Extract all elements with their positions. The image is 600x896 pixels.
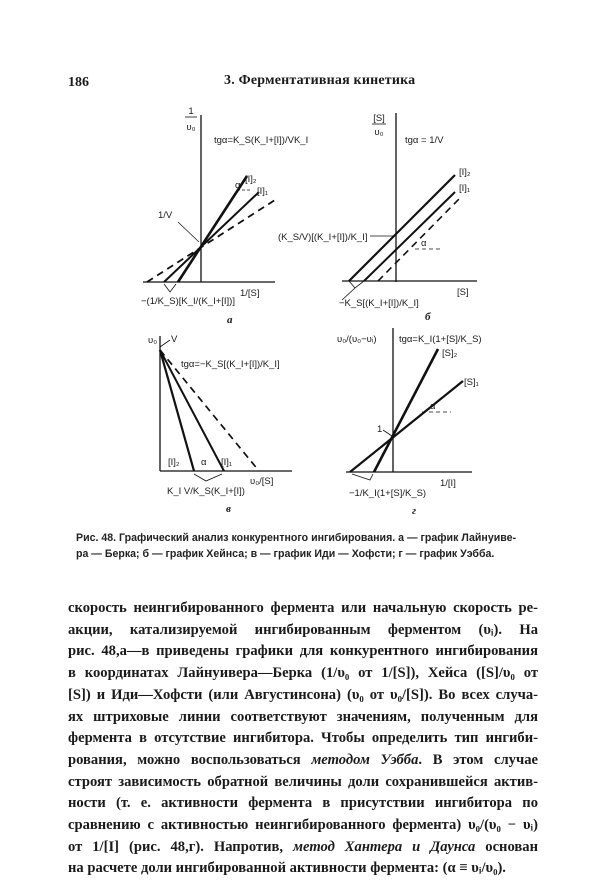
panel-d-y-intercept: 1 (377, 424, 383, 435)
panel-a-slope-formula: tgα=K_S(K_I+[I])/VK_I (214, 135, 309, 146)
panel-a-line-i2 (178, 176, 247, 282)
text-line: ности (т. е. активности фермента в присутствии ингибитора по (68, 795, 538, 812)
text-line: [S]) и Иди—Хофсти (или Августинсона) (υ₀ от υ₀/[S]). Во всех случа- (68, 686, 538, 703)
text-line: в координатах Лайнуивера—Берка (1/υ₀ от 1/[S]), Хейса ([S]/υ₀ от (68, 665, 538, 682)
panel-b-line-i2 (349, 175, 455, 281)
italic-term: метод Хантера и Даунса (293, 838, 476, 855)
caption-line: ра — Берка; б — график Хейнса; в — график Иди — Хофсти; г — график Уэбба. (76, 548, 495, 560)
panel-a-label-i2: [I]₂ (245, 174, 257, 185)
panel-d-line-s1 (350, 381, 463, 472)
panel-c-y-axis-label: υ₀ (148, 335, 158, 346)
panel-a-lineweaver-burk (141, 106, 308, 326)
panel-b-slope-formula: tgα = 1/V (405, 135, 444, 146)
panel-b-alpha: α (421, 238, 427, 249)
panel-a-x-intercept: −(1/K_S)[K_I/(K_I+[I])] (141, 296, 235, 307)
panel-c-alpha: α (201, 457, 207, 468)
panel-d-slope-formula: tgα=K_I(1+[S]/K_S) (399, 334, 482, 345)
panel-c-label-i1: [I]₁ (221, 457, 233, 468)
panel-c-y-intercept: V (171, 334, 178, 345)
panel-c-x-axis-label: υ₀/[S] (250, 476, 274, 487)
panel-a-alpha: α (235, 180, 241, 191)
text-line: от 1/[I] (рис. 48,г). Напротив, метод Хантера и Даунса основан (68, 838, 538, 855)
panel-c-label-i2: [I]₂ (168, 457, 180, 468)
panel-a-y-axis-den: υ₀ (186, 122, 196, 133)
figure-caption (76, 530, 536, 562)
panel-d-x-axis-label: 1/[I] (440, 478, 456, 489)
panel-a-y-axis-num: 1 (188, 106, 194, 117)
panel-b-label-i1: [I]₁ (459, 183, 471, 194)
panel-b-label-i2: [I]₂ (459, 167, 471, 178)
panel-d-letter: г (412, 505, 417, 517)
panel-a-y-intercept: 1/V (158, 210, 173, 221)
text-line: фермента в отсутствие ингибитора. Чтобы определить тип ингиби- (68, 730, 538, 747)
panel-c-eadie-hofstee (148, 334, 292, 515)
panel-b-x-axis-label: [S] (457, 287, 469, 298)
panel-b-letter: б (425, 311, 431, 323)
panel-d-x-intercept: −1/K_I(1+[S]/K_S) (349, 488, 427, 499)
text-line: скорость неингибированного фермента или начальную скорость ре- (68, 600, 538, 616)
panel-b-line-i1 (364, 192, 455, 281)
text-line: ях штриховые линии соответствуют значениям, полученным для (68, 708, 538, 725)
panel-b-y-axis-den: υ₀ (374, 127, 384, 138)
panel-d-label-s1: [S]₁ (464, 377, 479, 388)
panel-d-webb (337, 328, 482, 517)
text-line: рования, можно воспользоваться методом Уэбба. В этом случае (68, 751, 538, 768)
panel-d-label-s2: [S]₂ (442, 348, 458, 359)
panel-d-alpha: α (430, 401, 436, 412)
panel-c-letter: в (226, 503, 231, 515)
running-title: 3. Ферментативная кинетика (224, 73, 416, 88)
panel-b-y-axis-num: [S] (373, 113, 385, 124)
text-line: строят зависимость обратной величины доли сохранившейся актив- (68, 773, 538, 790)
caption-line: Рис. 48. Графический анализ конкурентного ингибирования. а — график Лайнуиве- (76, 532, 517, 544)
panel-a-label-i1: [I]₁ (257, 186, 269, 197)
panel-c-x-intercept: K_I V/K_S(K_I+[I]) (167, 486, 245, 497)
panel-b-x-intercept: −K_S[(K_I+[I])/K_I] (339, 298, 419, 309)
panel-a-x-axis-label: 1/[S] (240, 288, 260, 299)
panel-d-y-axis-label: υ₀/(υ₀−υᵢ) (337, 334, 377, 345)
panel-a-letter: а (227, 314, 233, 326)
page-number: 186 (68, 75, 89, 90)
text-line: сравнению с активностью неингибированного фермента) υ₀/(υ₀ − υᵢ) (68, 817, 538, 834)
italic-term: методом Уэбба (311, 751, 419, 768)
text-line: акции, катализируемой ингибированным ферментом (υᵢ). На (68, 621, 538, 638)
panel-a-line-i1 (164, 192, 259, 282)
panel-c-slope-formula: tgα=−K_S[(K_I+[I])/K_I] (181, 359, 280, 370)
body-paragraph (68, 598, 538, 880)
text-line: рис. 48,а—в приведены графики для конкурентного ингибирования (68, 643, 538, 660)
panel-d-line-s2 (374, 349, 438, 472)
text-line: на расчете доли ингибированной активности фермента: (α ≡ υᵢ/υ₀). (68, 860, 506, 877)
panel-b-y-intercept: (K_S/V)[(K_I+[I])/K_I] (278, 232, 368, 243)
